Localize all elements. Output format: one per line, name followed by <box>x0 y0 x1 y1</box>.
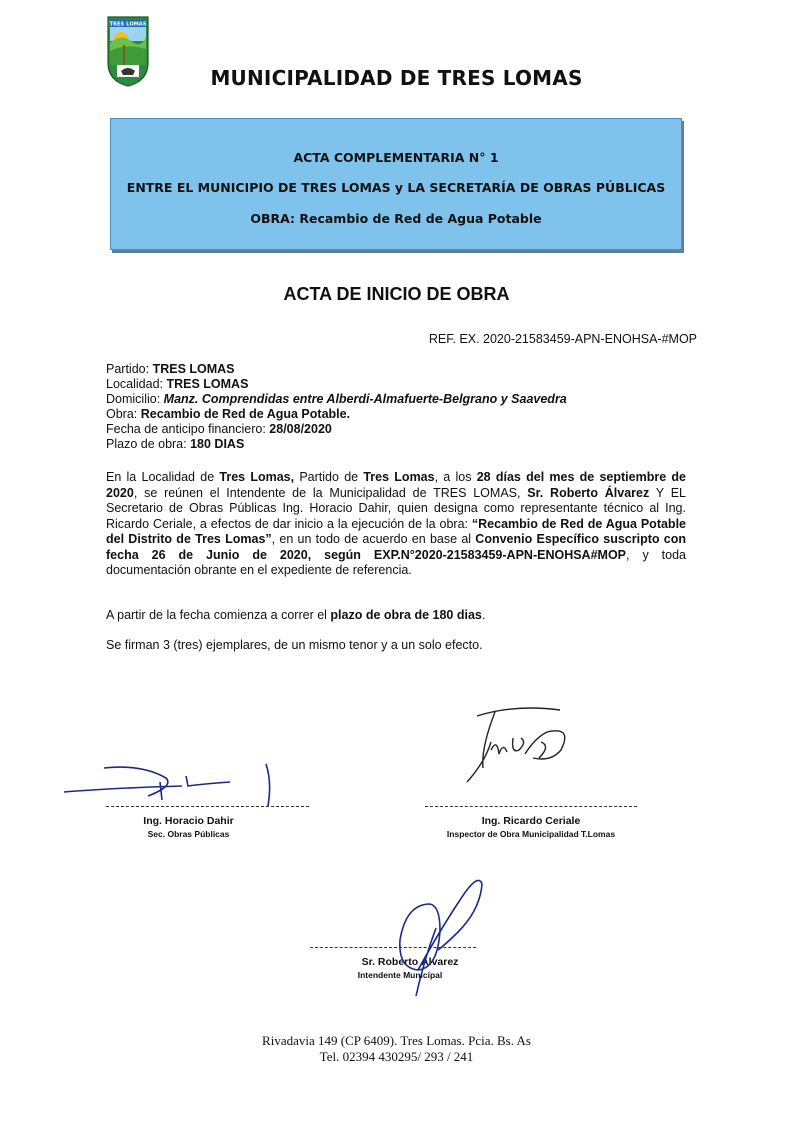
field-obra: Obra: Recambio de Red de Agua Potable. <box>106 407 351 421</box>
field-plazo: Plazo de obra: 180 DIAS <box>106 437 245 451</box>
signer-name-ceriale: Ing. Ricardo Ceriale <box>481 815 581 827</box>
field-localidad: Localidad: TRES LOMAS <box>106 377 249 391</box>
banner-acta-number: ACTA COMPLEMENTARIA N° 1 <box>293 150 499 165</box>
field-anticipo: Fecha de anticipo financiero: 28/08/2020 <box>106 422 332 436</box>
signature-dahir <box>62 760 292 810</box>
field-domicilio: Domicilio: Manz. Comprendidas entre Alberdi-Almafuerte-Belgrano y Saavedra <box>106 392 567 406</box>
acta-header-banner <box>110 118 682 250</box>
body-paragraph-plazo: A partir de la fecha comienza a correr el plazo de obra de 180 dias. <box>106 608 486 622</box>
signer-role-alvarez: Intendente Municipal <box>357 970 443 980</box>
signature-line-dahir <box>106 806 309 807</box>
banner-parties: ENTRE EL MUNICIPIO DE TRES LOMAS y LA SECRETARÍA DE OBRAS PÚBLICAS <box>126 180 666 195</box>
signer-name-dahir: Ing. Horacio Dahir <box>143 815 234 827</box>
document-title: ACTA DE INICIO DE OBRA <box>283 284 510 304</box>
signature-ceriale <box>455 702 580 787</box>
body-paragraph-copies: Se firman 3 (tres) ejemplares, de un mismo tenor y a un solo efecto. <box>106 638 483 652</box>
banner-obra: OBRA: Recambio de Red de Agua Potable <box>250 211 542 226</box>
reference-number: REF. EX. 2020-21583459-APN-ENOHSA-#MOP <box>428 332 697 346</box>
footer-phone: Tel. 02394 430295/ 293 / 241 <box>319 1049 474 1064</box>
footer-address: Rivadavia 149 (CP 6409). Tres Lomas. Pcia. Bs. As <box>262 1033 531 1048</box>
field-partido: Partido: TRES LOMAS <box>106 362 235 376</box>
body-paragraph-main: En la Localidad de Tres Lomas, Partido de Tres Lomas, a los 28 días del mes de septiembre de 2020, se reúnen el Intendente de la Municipalidad de TRES LOMAS, Sr. Roberto Álvarez Y EL Secretario de Obras Públicas Ing. Horacio Dahir, quien designa como representante técnico al Ing. Ricardo Ceriale, a efectos de dar inicio a la ejecución de la obra: “Recambio de Red de Agua Potable del Distrito de Tres Lomas”, en un todo de acuerdo en base al Convenio Específico suscripto con fecha 26 de Junio de 2020, según EXP.N°2020-21583459-APN-ENOHSA#MOP, y toda documentación obrante en el expediente de referencia. <box>106 470 687 577</box>
signer-role-dahir: Sec. Obras Públicas <box>147 829 230 839</box>
signature-line-ceriale <box>425 806 637 807</box>
signer-role-ceriale: Inspector de Obra Municipalidad T.Lomas <box>446 829 616 839</box>
signature-alvarez <box>380 870 490 1005</box>
logo-text: TRES LOMAS <box>109 21 147 28</box>
municipality-title: MUNICIPALIDAD DE TRES LOMAS <box>210 66 583 90</box>
signer-name-alvarez: Sr. Roberto Álvarez <box>361 956 459 968</box>
